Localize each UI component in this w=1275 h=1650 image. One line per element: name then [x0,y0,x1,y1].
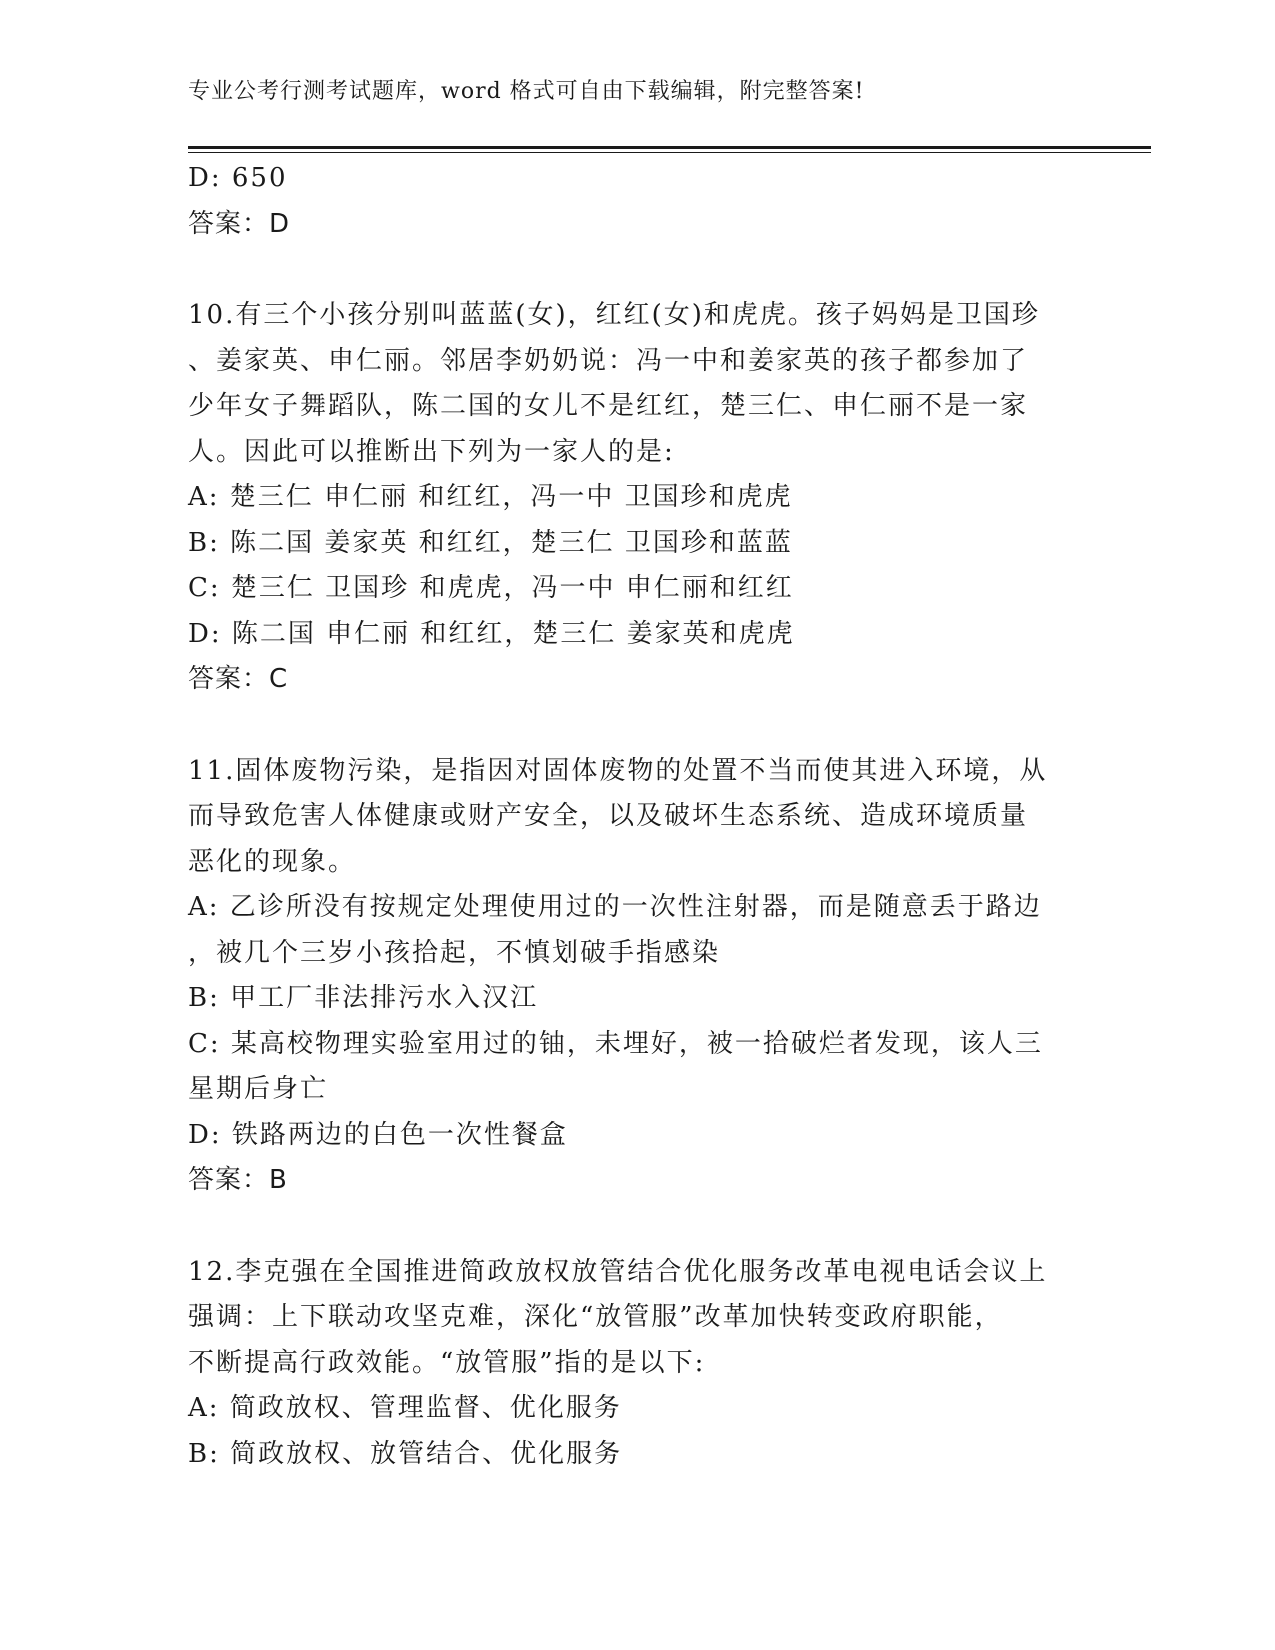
q9-option-d: D: 650 [188,163,288,193]
q12-stem-line: 强调：上下联动攻坚克难，深化“放管服”改革加快转变政府职能， [188,1302,1003,1332]
q10-option-d: D: 陈二国 申仁丽 和红红，楚三仁 姜家英和虎虎 [188,618,795,649]
question-12 [188,1250,1088,1478]
q12-stem-line: 12.李克强在全国推进简政放权放管结合优化服务改革电视电话会议上 [188,1256,1048,1287]
spacer [188,703,1088,749]
q10-stem-line: 10.有三个小孩分别叫蓝蓝(女)，红红(女)和虎虎。孩子妈妈是卫国珍 [188,300,1040,330]
q11-option-d: D: 铁路两边的白色一次性餐盒 [188,1119,568,1150]
q12-stem-line: 不断提高行政效能。“放管服”指的是以下: [188,1347,706,1378]
q10-answer: 答案：C [188,664,289,694]
header-rule-thick [188,146,1151,149]
question-10 [188,293,1088,703]
q11-option-a-cont: ，被几个三岁小孩拾起，不慎划破手指感染 [188,937,721,968]
q11-stem-line: 而导致危害人体健康或财产安全，以及破坏生态系统、造成环境质量 [188,801,1029,831]
q12-option-b: B: 简政放权、放管结合、优化服务 [188,1438,623,1469]
spacer [188,247,1088,293]
q11-option-a: A: 乙诊所没有按规定处理使用过的一次性注射器，而是随意丢于路边 [188,892,1042,922]
q11-stem-line: 恶化的现象。 [188,846,357,877]
q9-answer: 答案：D [188,208,291,239]
q10-stem-line: 、姜家英、申仁丽。邻居李奶奶说：冯一中和姜家英的孩子都参加了 [188,345,1029,376]
page-header: 专业公考行测考试题库，word 格式可自由下载编辑，附完整答案! [188,79,865,104]
q11-stem-line: 11.固体废物污染，是指因对固体废物的处置不当而使其进入环境，从 [188,755,1048,786]
q11-answer: 答案：B [188,1165,288,1195]
q10-option-a: A: 楚三仁 申仁丽 和红红，冯一中 卫国珍和虎虎 [188,482,793,512]
q11-option-b: B: 甲工厂非法排污水入汉江 [188,983,539,1013]
q10-option-c: C: 楚三仁 卫国珍 和虎虎，冯一中 申仁丽和红红 [188,573,794,603]
spacer [188,1204,1088,1250]
q11-option-c: C: 某高校物理实验室用过的铀，未埋好，被一拾破烂者发现，该人三 [188,1028,1043,1059]
q10-stem-line: 人。因此可以推断出下列为一家人的是: [188,436,675,467]
q11-option-c-cont: 星期后身亡 [188,1074,329,1104]
q10-option-b: B: 陈二国 姜家英 和红红，楚三仁 卫国珍和蓝蓝 [188,527,793,558]
q12-option-a: A: 简政放权、管理监督、优化服务 [188,1393,622,1423]
header-rule-thin [188,152,1151,153]
q10-stem-line: 少年女子舞蹈队，陈二国的女儿不是红红，楚三仁、申仁丽不是一家 [188,391,1029,421]
question-11 [188,749,1088,1204]
question-content [188,156,1088,1477]
